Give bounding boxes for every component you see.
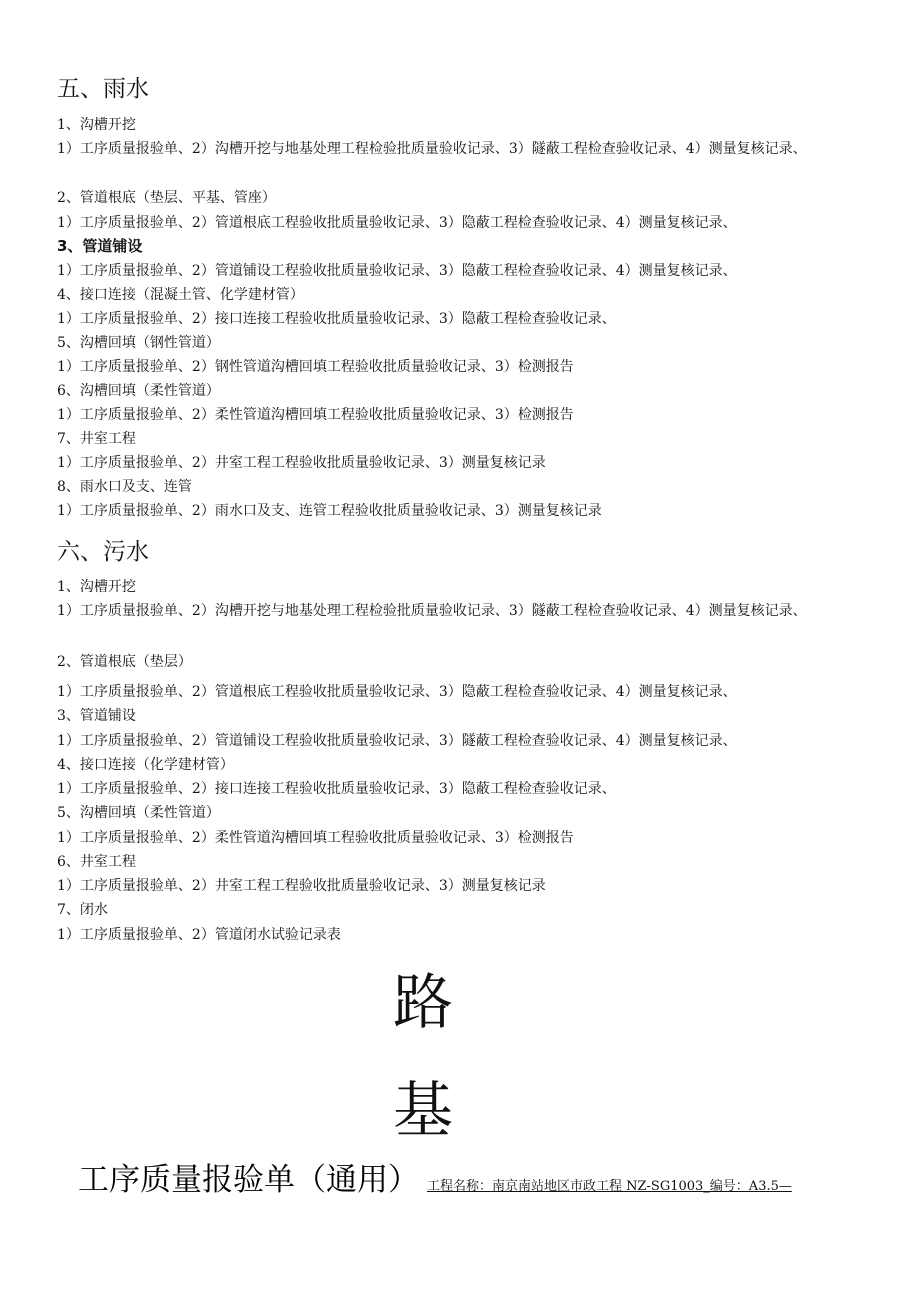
item-detail: 1）工序质量报验单、2）柔性管道沟槽回填工程验收批质量验收记录、3）检测报告 [57, 830, 574, 846]
item-heading: 8、雨水口及支、连管 [57, 479, 192, 495]
form-title-main: 工序质量报验单（通用） [78, 1162, 419, 1198]
section-heading-sewage: 六、污水 [57, 539, 149, 565]
item-heading: 2、管道根底（垫层） [57, 654, 192, 670]
item-detail: 1）工序质量报验单、2）接口连接工程验收批质量验收记录、3）隐蔽工程检查验收记录、 [57, 781, 616, 797]
item-detail: 1）工序质量报验单、2）管道铺设工程验收批质量验收记录、3）隧蔽工程检查验收记录、4）测量复核记录、 [57, 733, 737, 749]
item-detail: 1）工序质量报验单、2）沟槽开挖与地基处理工程检验批质量验收记录、3）隧蔽工程检查验收记录、4）测量复核记录、 [57, 141, 807, 157]
item-detail: 1）工序质量报验单、2）接口连接工程验收批质量验收记录、3）隐蔽工程检查验收记录、 [57, 311, 616, 327]
item-heading: 4、接口连接（化学建材管） [57, 757, 234, 773]
item-detail: 1）工序质量报验单、2）雨水口及支、连管工程验收批质量验收记录、3）测量复核记录 [57, 503, 602, 519]
section-heading-rainwater: 五、雨水 [57, 76, 149, 102]
item-detail: 1）工序质量报验单、2）钢性管道沟槽回填工程验收批质量验收记录、3）检测报告 [57, 359, 574, 375]
item-detail: 1）工序质量报验单、2）管道铺设工程验收批质量验收记录、3）隐蔽工程检查验收记录、4）测量复核记录、 [57, 263, 737, 279]
item-heading: 2、管道根底（垫层、平基、管座） [57, 190, 276, 206]
item-detail: 1）工序质量报验单、2）井室工程工程验收批质量验收记录、3）测量复核记录 [57, 878, 546, 894]
item-heading: 1、沟槽开挖 [57, 117, 136, 133]
big-title-char: 基 [393, 1076, 453, 1146]
item-detail: 1）工序质量报验单、2）井室工程工程验收批质量验收记录、3）测量复核记录 [57, 455, 546, 471]
item-heading: 5、沟槽回填（柔性管道） [57, 805, 220, 821]
big-title-char: 路 [393, 968, 453, 1038]
item-heading: 6、沟槽回填（柔性管道） [57, 383, 220, 399]
item-heading: 6、井室工程 [57, 854, 136, 870]
form-title-project: 工程名称：南京南站地区市政工程 NZ-SG1003_编号：A3.5— [427, 1179, 792, 1194]
item-heading: 4、接口连接（混凝土管、化学建材管） [57, 287, 304, 303]
item-heading: 3、管道铺设 [57, 237, 143, 255]
form-title [78, 1160, 792, 1200]
item-heading: 1、沟槽开挖 [57, 579, 136, 595]
item-detail: 1）工序质量报验单、2）管道根底工程验收批质量验收记录、3）隐蔽工程检查验收记录、4）测量复核记录、 [57, 215, 737, 231]
item-heading: 3、管道铺设 [57, 708, 136, 724]
item-detail: 1）工序质量报验单、2）柔性管道沟槽回填工程验收批质量验收记录、3）检测报告 [57, 407, 574, 423]
item-detail: 1）工序质量报验单、2）沟槽开挖与地基处理工程检验批质量验收记录、3）隧蔽工程检查验收记录、4）测量复核记录、 [57, 603, 807, 619]
item-heading: 7、井室工程 [57, 431, 136, 447]
item-detail: 1）工序质量报验单、2）管道闭水试验记录表 [57, 927, 341, 943]
item-heading: 7、闭水 [57, 902, 108, 918]
item-detail: 1）工序质量报验单、2）管道根底工程验收批质量验收记录、3）隐蔽工程检查验收记录、4）测量复核记录、 [57, 684, 737, 700]
item-heading: 5、沟槽回填（钢性管道） [57, 335, 220, 351]
